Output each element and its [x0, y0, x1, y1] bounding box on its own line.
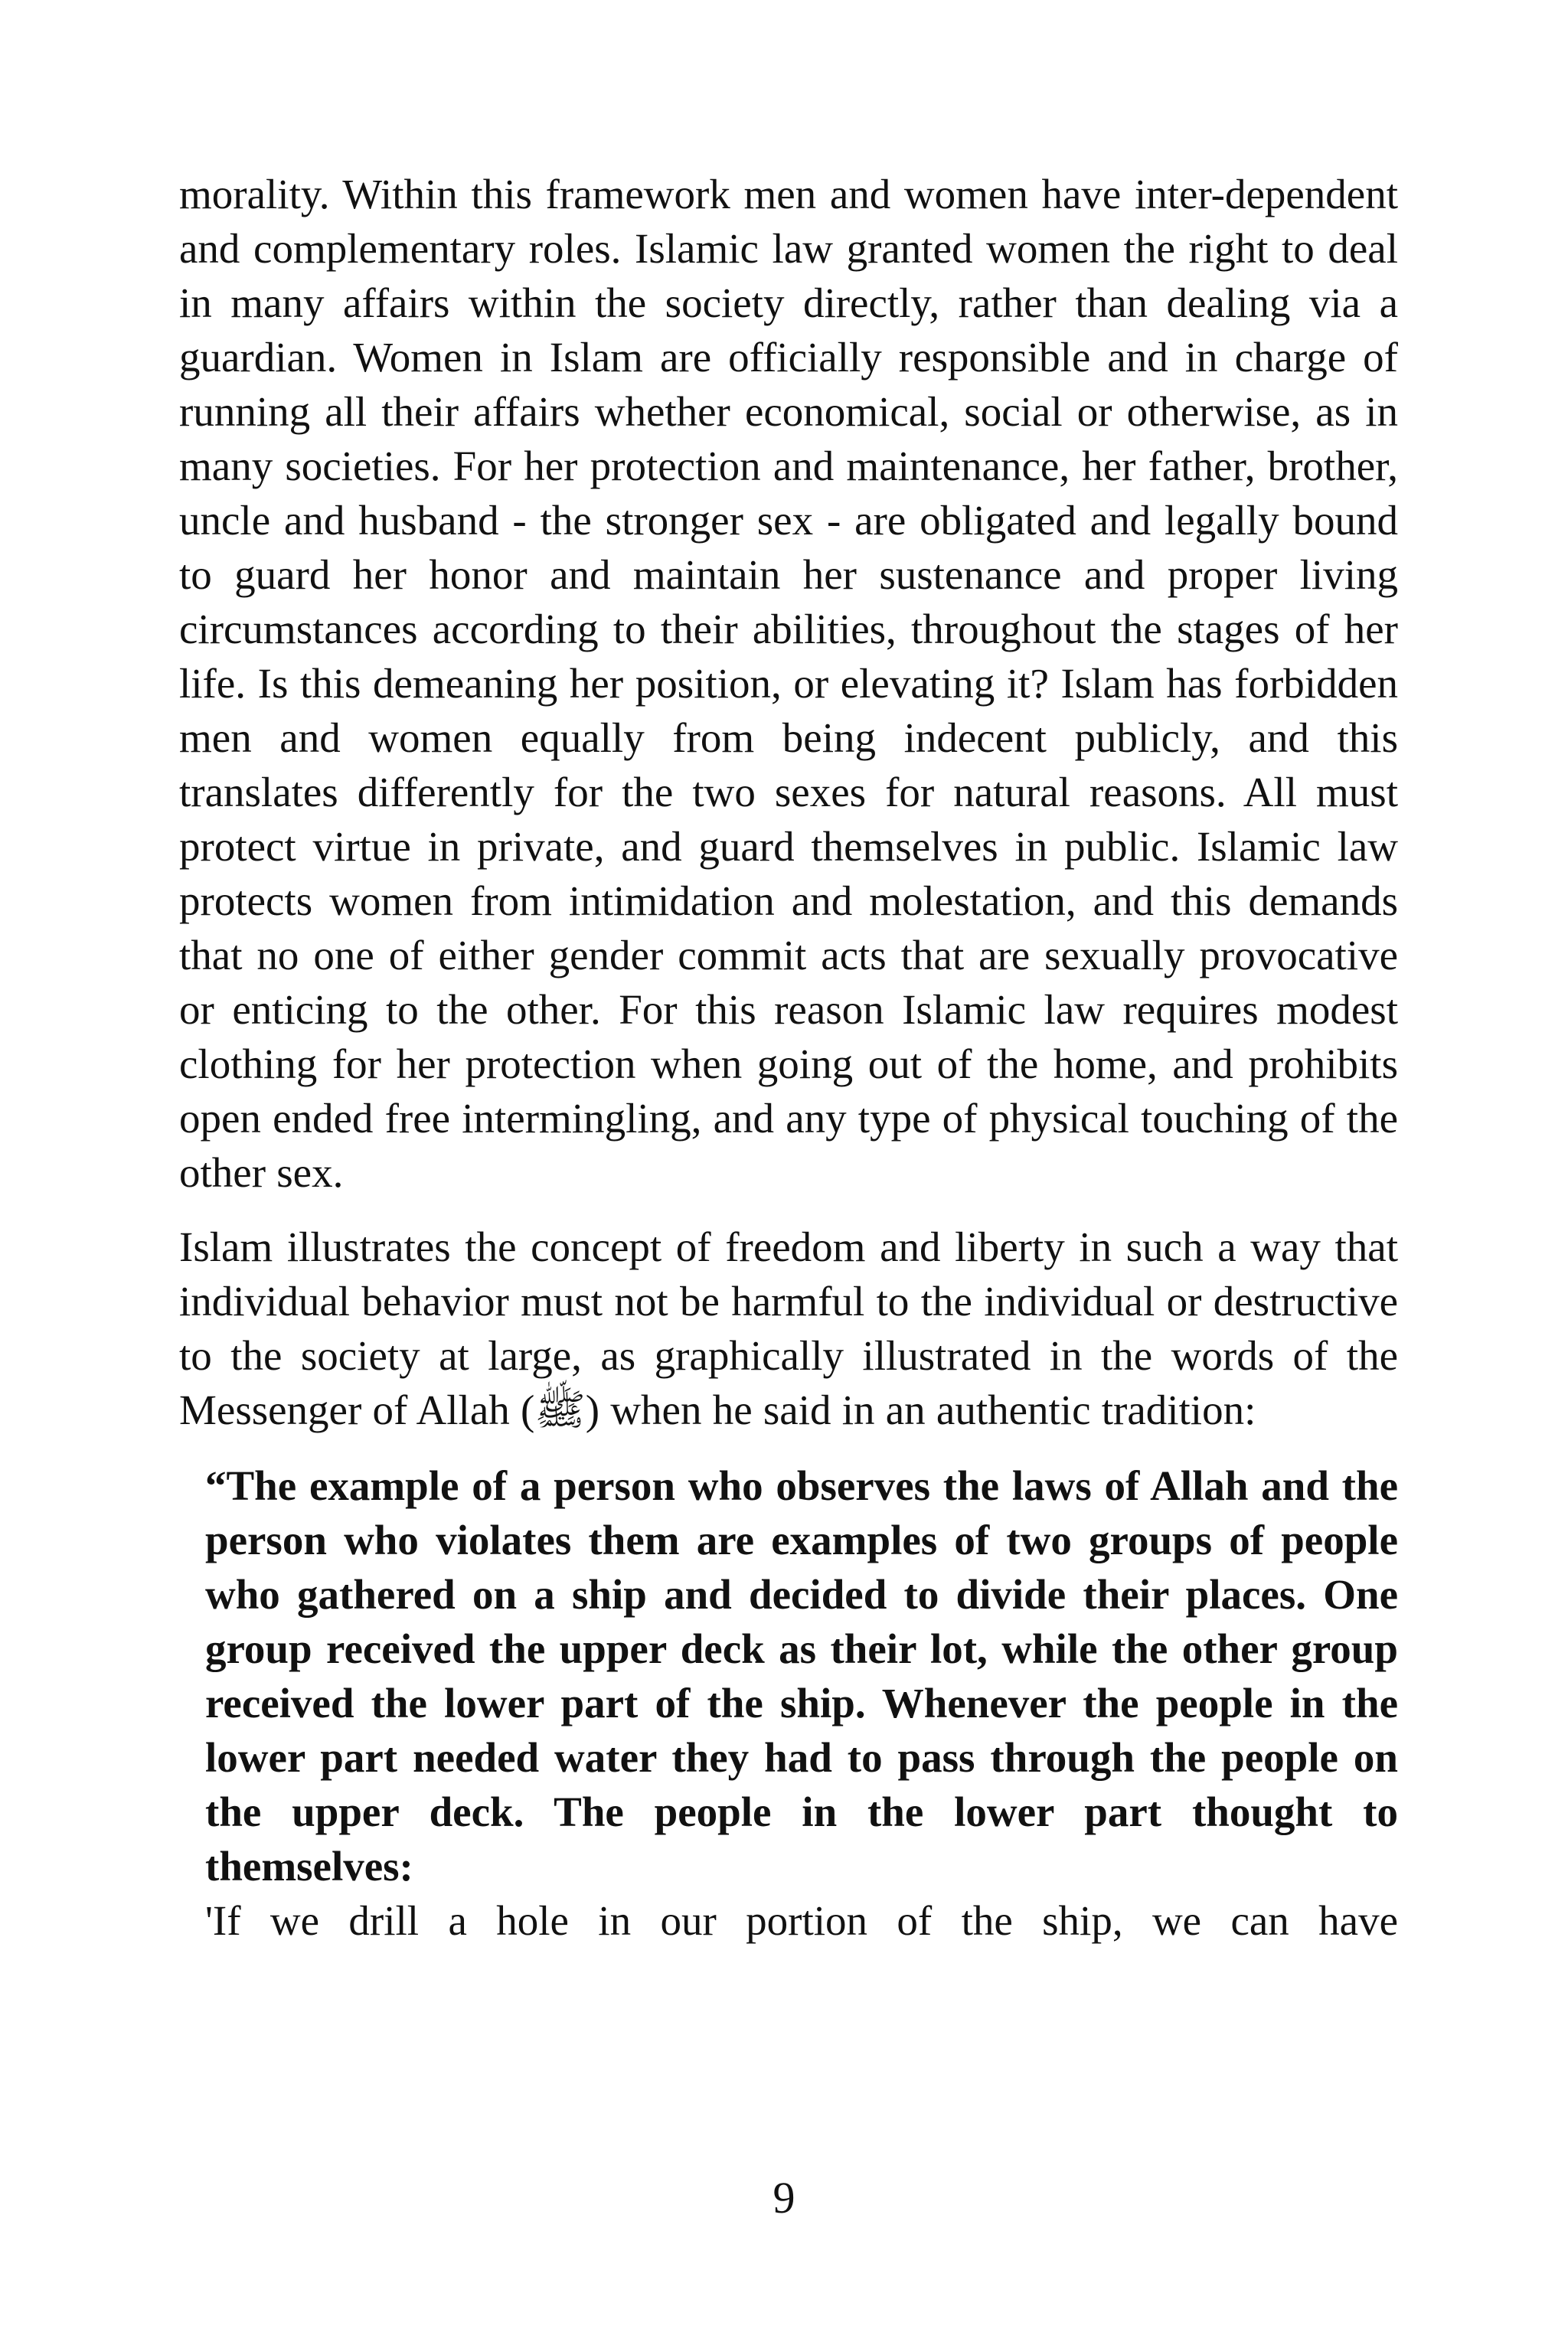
body-paragraph-2: Islam illustrates the concept of freedom and liberty in such a way that individual behavior must not be harmful to the individual or destructive to the society at large, as graphically illustrated in the words of the Messenger of Allah (ﷺ) when he said in an authentic tradition:: [179, 1223, 1398, 1433]
hadith-quote: [179, 1459, 1398, 1948]
document-page: [179, 167, 1398, 1948]
hadith-quote-bold: “The example of a person who observes the laws of Allah and the person who violates them are examples of two groups of people who gathered on a ship and decided to divide their places. One group received the upper deck as their lot, while the other group received the lower part of the ship. Whenever the people in the lower part needed water they had to pass through the people on the upper deck. The people in the lower part thought to themselves:: [205, 1462, 1398, 1890]
hadith-quote-continuation: 'If we drill a hole in our portion of the ship, we can have: [205, 1897, 1398, 1944]
page-number: 9: [773, 2173, 795, 2223]
body-paragraph-1: morality. Within this framework men and women have inter-dependent and complementary roles. Islamic law granted women the right to deal in many affairs within the society directly, rather than dealing via a guardian. Women in Islam are officially responsible and in charge of running all their affairs whether economical, social or otherwise, as in many societies. For her protection and maintenance, her father, brother, uncle and husband - the stronger sex - are obligated and legally bound to guard her honor and maintain her sustenance and proper living circumstances according to their abilities, throughout the stages of her life. Is this demeaning her position, or elevating it? Islam has forbidden men and women equally from being indecent publicly, and this translates differently for the two sexes for natural reasons. All must protect virtue in private, and guard themselves in public. Islamic law protects women from intimidation and molestation, and this demands that no one of either gender commit acts that are sexually provocative or enticing to the other. For this reason Islamic law requires modest clothing for her protection when going out of the home, and prohibits open ended free intermingling, and any type of physical touching of the other sex.: [179, 171, 1398, 1196]
